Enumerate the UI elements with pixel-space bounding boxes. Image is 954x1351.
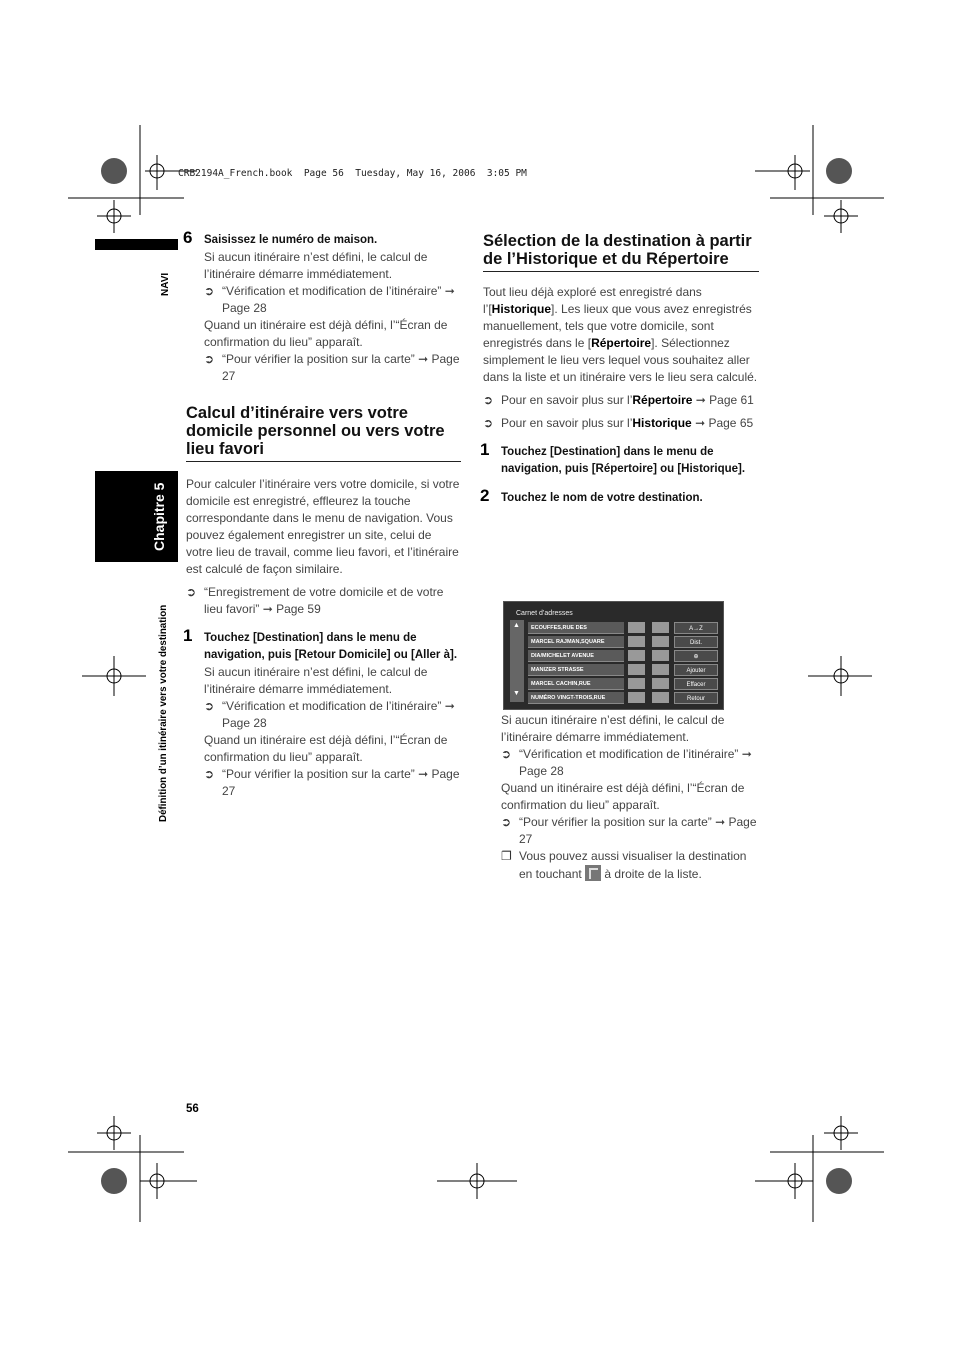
cross-reference: [204, 283, 461, 317]
step-title: Saisissez le numéro de maison.: [204, 234, 378, 246]
chip: [652, 664, 669, 675]
list-item: MARCEL RAJMAN,SQUARE: [528, 636, 624, 648]
chapter-label: Chapitre 5: [151, 482, 167, 552]
screen-title: Carnet d’adresses: [516, 610, 573, 617]
step-title: Touchez [Destination] dans le menu de navigation, puis [Répertoire] ou [Historique].: [501, 446, 746, 475]
file-header: CRB2194A_French.book Page 56 Tuesday, May 16, 2006 3:05 PM: [178, 168, 527, 179]
cross-reference: [501, 814, 761, 848]
page-number: 56: [186, 1103, 199, 1115]
cross-reference: [501, 746, 761, 780]
cross-reference: [186, 584, 461, 618]
step-title: Touchez le nom de votre destination.: [501, 492, 703, 504]
navi-bar: [95, 239, 178, 250]
step-number: 2: [480, 486, 490, 505]
step-text: Quand un itinéraire est déjà défini, l’“Écran de confirmation du lieu” apparaît.: [204, 318, 448, 349]
chip: [652, 678, 669, 689]
reference-text: “Pour vérifier la position sur la carte” ➞ Page 27: [519, 815, 757, 846]
section-side-title: Définition d’un itinéraire vers votre destination: [158, 604, 169, 822]
reference-text: “Pour vérifier la position sur la carte” ➞ Page 27: [222, 767, 460, 798]
section-heading: Calcul d’itinéraire vers votre domicile personnel ou vers votre lieu favori: [186, 404, 461, 462]
step-title: Touchez [Destination] dans le menu de navigation, puis [Retour Domicile] ou [Aller à].: [204, 632, 458, 661]
cross-reference: [204, 698, 461, 732]
step-text: Quand un itinéraire est déjà défini, l’“Écran de confirmation du lieu” apparaît.: [204, 733, 448, 764]
right-after-screen: [501, 712, 761, 883]
chip: [652, 622, 669, 633]
step-6: [183, 228, 461, 385]
intro-paragraph: Tout lieu déjà exploré est enregistré dans l’[Historique]. Les lieux que vous avez enregistrés manuellement, tels que votre domicile, sont enregistrés dans le [Répertoire]. Sélectionnez simplement le lieu vers lequel vous souhaitez aller dans la liste et un itinéraire vers le lieu sera calculé.: [483, 285, 758, 384]
chip: [628, 692, 645, 703]
cross-reference: ➲ Pour en savoir plus sur l’Répertoire ➞ Page 61: [483, 393, 754, 407]
step-text: Quand un itinéraire est déjà défini, l’“Écran de confirmation du lieu” apparaît.: [501, 781, 745, 812]
chip: [628, 636, 645, 647]
address-book-screenshot: [503, 601, 724, 710]
chip: [652, 650, 669, 661]
chip: [628, 622, 645, 633]
step-1: [183, 626, 461, 800]
step-number: 1: [480, 440, 490, 459]
reference-icon: ➲: [204, 699, 215, 713]
note: ❐ Vous pouvez aussi visualiser la destination en touchant à droite de la liste.: [501, 849, 747, 881]
step-1: [480, 440, 759, 478]
chip: [628, 678, 645, 689]
step-number: 6: [183, 228, 193, 247]
navi-label: NAVI: [160, 272, 171, 296]
distance-button: Dist.: [674, 636, 718, 648]
list-item: MANIZER STRASSE: [528, 664, 624, 676]
reference-text: “Pour vérifier la position sur la carte” ➞ Page 27: [222, 352, 460, 383]
list-item: ECOUFFES,RUE DES: [528, 622, 624, 634]
cross-reference: ➲ Pour en savoir plus sur l’Historique ➞ Page 65: [483, 416, 754, 430]
step-text: Si aucun itinéraire n’est défini, le calcul de l’itinéraire démarre immédiatement.: [501, 713, 725, 744]
reference-text: “Enregistrement de votre domicile et de votre lieu favori” ➞ Page 59: [204, 585, 444, 616]
reference-text: “Vérification et modification de l’itinéraire” ➞ Page 28: [519, 747, 752, 778]
reference-icon: ➲: [501, 747, 512, 761]
sort-button: A→Z: [674, 622, 718, 634]
cross-reference: [204, 351, 461, 385]
cross-reference: [204, 766, 461, 800]
reference-icon: ➲: [204, 767, 215, 781]
step-text: Si aucun itinéraire n’est défini, le calcul de l’itinéraire démarre immédiatement.: [204, 665, 428, 696]
reference-icon: ➲: [186, 585, 197, 599]
scrollbar: ▲ ▼: [510, 620, 524, 702]
reference-text: “Vérification et modification de l’itinéraire” ➞ Page 28: [222, 699, 455, 730]
chip: [628, 650, 645, 661]
list-item: MARCEL CACHIN,RUE: [528, 678, 624, 690]
back-button: Retour: [674, 692, 718, 704]
right-column: [480, 232, 759, 507]
note-icon: ❐: [501, 849, 512, 863]
chip: [652, 692, 669, 703]
intro-paragraph: Pour calculer l’itinéraire vers votre domicile, si votre domicile est enregistré, effleurez la touche correspondante dans le menu de navigation. Vous pouvez également enregistrer un site, celui de votre lieu de travail, comme lieu favori, et l’itinéraire est calculé de façon similaire.: [186, 477, 460, 576]
reference-icon: ➲: [483, 393, 494, 407]
section-heading: Sélection de la destination à partir de l’Historique et du Répertoire: [483, 232, 759, 272]
icon-button: ⊕: [674, 650, 718, 662]
list-item: DIA/MICHELET AVENUE: [528, 650, 624, 662]
step-2: [480, 486, 759, 507]
map-view-icon: [585, 865, 601, 881]
chip: [652, 636, 669, 647]
reference-icon: ➲: [204, 284, 215, 298]
reference-icon: ➲: [483, 416, 494, 430]
left-column: [183, 228, 461, 800]
chip: [628, 664, 645, 675]
step-text: Si aucun itinéraire n’est défini, le calcul de l’itinéraire démarre immédiatement.: [204, 250, 428, 281]
add-button: Ajouter: [674, 664, 718, 676]
step-number: 1: [183, 626, 193, 645]
reference-icon: ➲: [501, 815, 512, 829]
delete-button: Effacer: [674, 678, 718, 690]
reference-text: “Vérification et modification de l’itinéraire” ➞ Page 28: [222, 284, 455, 315]
list-item: NUMÉRO VINGT-TROIS,RUE: [528, 692, 624, 704]
reference-icon: ➲: [204, 352, 215, 366]
